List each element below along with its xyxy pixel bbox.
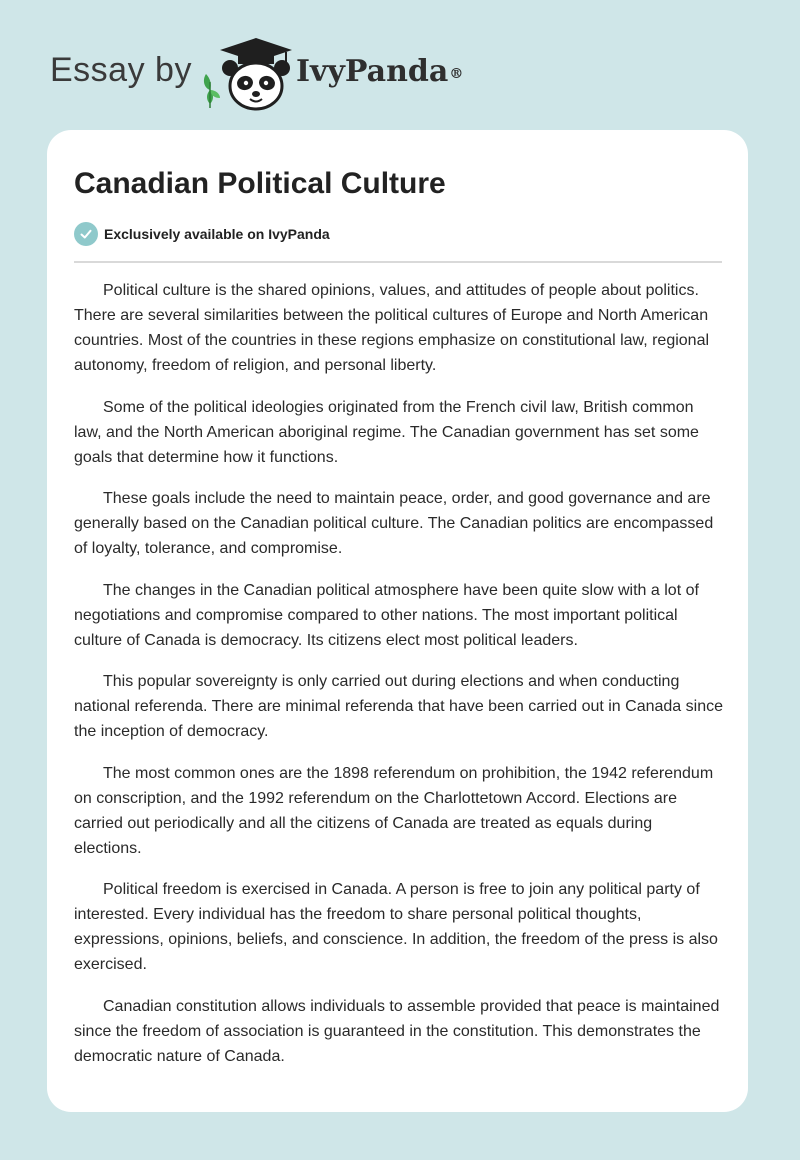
- panda-graduate-icon[interactable]: [200, 36, 296, 112]
- divider: [74, 261, 722, 263]
- essay-body: [74, 278, 724, 1085]
- site-header: [0, 0, 800, 128]
- paragraph: Political freedom is exercised in Canada. A person is free to join any political party of interested. Every individual has the freedom to share personal political thoughts, expressions, opinions, beliefs, and conscience. In addition, the freedom of the press is also exercised.: [74, 881, 718, 973]
- paragraph: The most common ones are the 1898 referendum on prohibition, the 1942 referendum on conscription, and the 1992 referendum on the Charlottetown Accord. Elections are carried out periodically and all the citizens of Canada are treated as equals during elections.: [74, 764, 714, 857]
- essay-card: [47, 130, 748, 1112]
- badge-label: Exclusively available on IvyPanda: [104, 226, 330, 242]
- paragraph: This popular sovereignty is only carried out during elections and when conducting national referenda. There are minimal referenda that have been carried out in Canada since the inception of democracy.: [74, 673, 723, 740]
- brand-name[interactable]: [296, 52, 463, 92]
- paragraph: Political culture is the shared opinions, values, and attitudes of people about politics. There are several similarities between the political cultures of Europe and North American countries. Most of the countries in these regions emphasize on constitutional law, regional autonomy, freedom of religion, and personal liberty.: [74, 282, 710, 374]
- paragraph: The changes in the Canadian political atmosphere have been quite slow with a lot of negotiations and compromise compared to other nations. The most important political culture of Canada is democracy. Its citizens elect most political leaders.: [74, 581, 699, 649]
- paragraph: These goals include the need to maintain peace, order, and good governance and are generally based on the Canadian political culture. The Canadian politics are encompassed of loyalty, tolerance, and compromise.: [74, 490, 714, 557]
- essay-by-label: Essay by: [50, 51, 192, 89]
- paragraph: Canadian constitution allows individuals to assemble provided that peace is maintained since the freedom of association is guaranteed in the constitution. This demonstrates the democratic nature of Canada.: [74, 997, 720, 1065]
- exclusive-badge: [74, 222, 330, 246]
- check-circle-icon: [74, 222, 98, 246]
- brand-name-text: IvyPanda: [296, 54, 449, 89]
- registered-mark: ®: [449, 66, 464, 82]
- paragraph: Some of the political ideologies originated from the French civil law, British common law, and the North American aboriginal regime. The Canadian government has set some goals that determine how it functions.: [74, 398, 699, 466]
- page-title: Canadian Political Culture: [74, 167, 446, 200]
